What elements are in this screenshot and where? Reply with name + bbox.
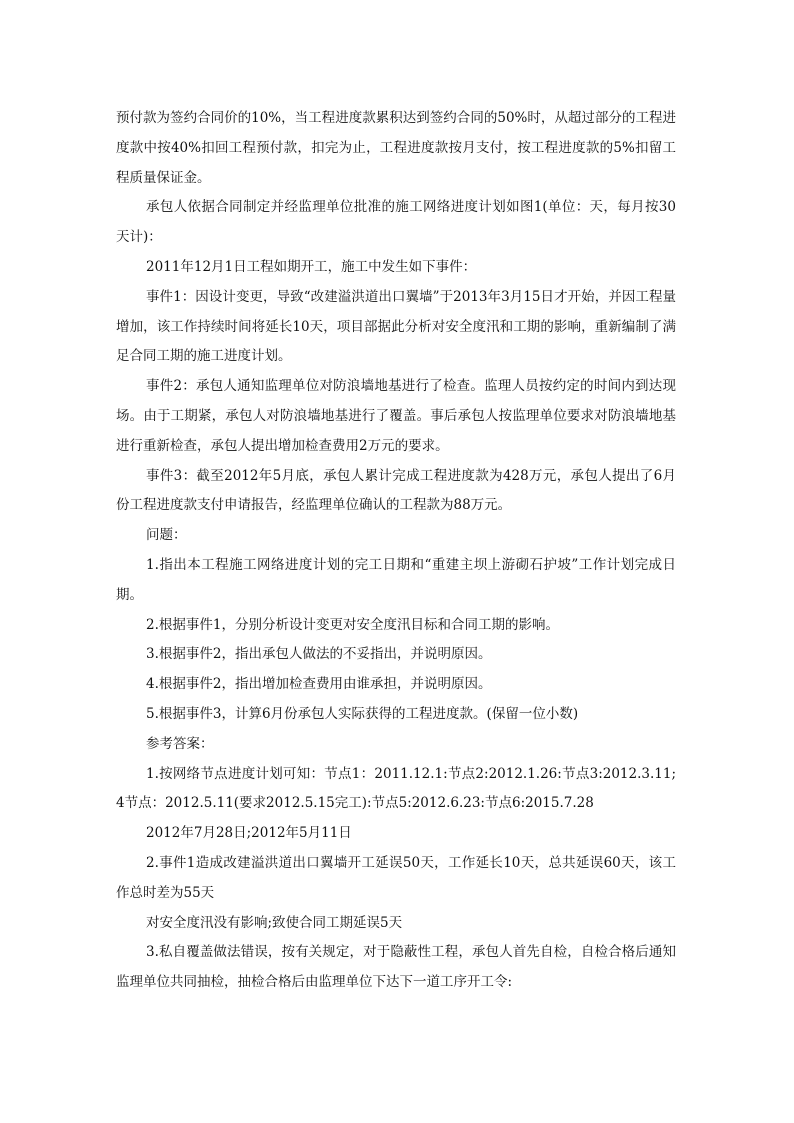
paragraph-start-date: 2011年12月1日工程如期开工，施工中发生如下事件： bbox=[146, 258, 477, 275]
answer-2-conclusion: 对安全度汛没有影响;致使合同工期延误5天 bbox=[146, 914, 403, 931]
heading-questions: 问题： bbox=[146, 527, 187, 544]
answer-2: 2.事件1造成改建溢洪道出口翼墙开工延误50天，工作延长10天，总共延误60天，该工作总时差为55天 bbox=[116, 854, 676, 901]
question-5: 5.根据事件3，计算6月份承包人实际获得的工程进度款。(保留一位小数) bbox=[146, 705, 579, 722]
paragraph-network-plan: 承包人依据合同制定并经监理单位批准的施工网络进度计划如图1(单位：天，每月按30天计)： bbox=[116, 199, 676, 246]
paragraph-event-2: 事件2：承包人通知监理单位对防浪墙地基进行了检查。监理人员按约定的时间内到达现场。由于工期紧，承包人对防浪墙地基进行了覆盖。事后承包人按监理单位要求对防浪墙地基进行重新检查，承包人提出增加检查费用2万元的要求。 bbox=[116, 378, 676, 454]
paragraph-prepayment-terms: 预付款为签约合同价的10%，当工程进度款累积达到签约合同的50%时，从超过部分的工程进度款中按40%扣回工程预付款，扣完为止，工程进度款按月支付，按工程进度款的5%扣留工程质量保证金。 bbox=[116, 110, 676, 186]
document-body bbox=[116, 104, 676, 998]
answer-3: 3.私自覆盖做法错误，按有关规定，对于隐蔽性工程，承包人首先自检，自检合格后通知监理单位共同抽检，抽检合格后由监理单位下达下一道工序开工令: bbox=[116, 944, 676, 991]
answer-1: 1.按网络节点进度计划可知：节点1：2011.12.1:节点2:2012.1.26:节点3:2012.3.11;4节点：2012.5.11(要求2012.5.15完工):节点5:2012.6.23:节点6:2015.7.28 bbox=[116, 765, 676, 812]
answer-1-dates: 2012年7月28日;2012年5月11日 bbox=[146, 825, 352, 842]
heading-reference-answers: 参考答案： bbox=[146, 735, 214, 752]
paragraph-event-1: 事件1：因设计变更，导致“改建溢洪道出口翼墙”于2013年3月15日才开始，并因工程量增加，该工作持续时间将延长10天，项目部据此分析对安全度汛和工期的影响，重新编制了满足合同工期的施工进度计划。 bbox=[116, 288, 676, 365]
question-1: 1.指出本工程施工网络进度计划的完工日期和“重建主坝上游砌石护坡”工作计划完成日期。 bbox=[116, 556, 676, 603]
question-2: 2.根据事件1，分别分析设计变更对安全度汛目标和合同工期的影响。 bbox=[146, 616, 559, 633]
question-4: 4.根据事件2，指出增加检查费用由谁承担，并说明原因。 bbox=[146, 676, 492, 693]
paragraph-event-3: 事件3：截至2012年5月底，承包人累计完成工程进度款为428万元，承包人提出了6月份工程进度款支付申请报告，经监理单位确认的工程款为88万元。 bbox=[116, 467, 676, 514]
question-3: 3.根据事件2，指出承包人做法的不妥指出，并说明原因。 bbox=[146, 646, 492, 663]
